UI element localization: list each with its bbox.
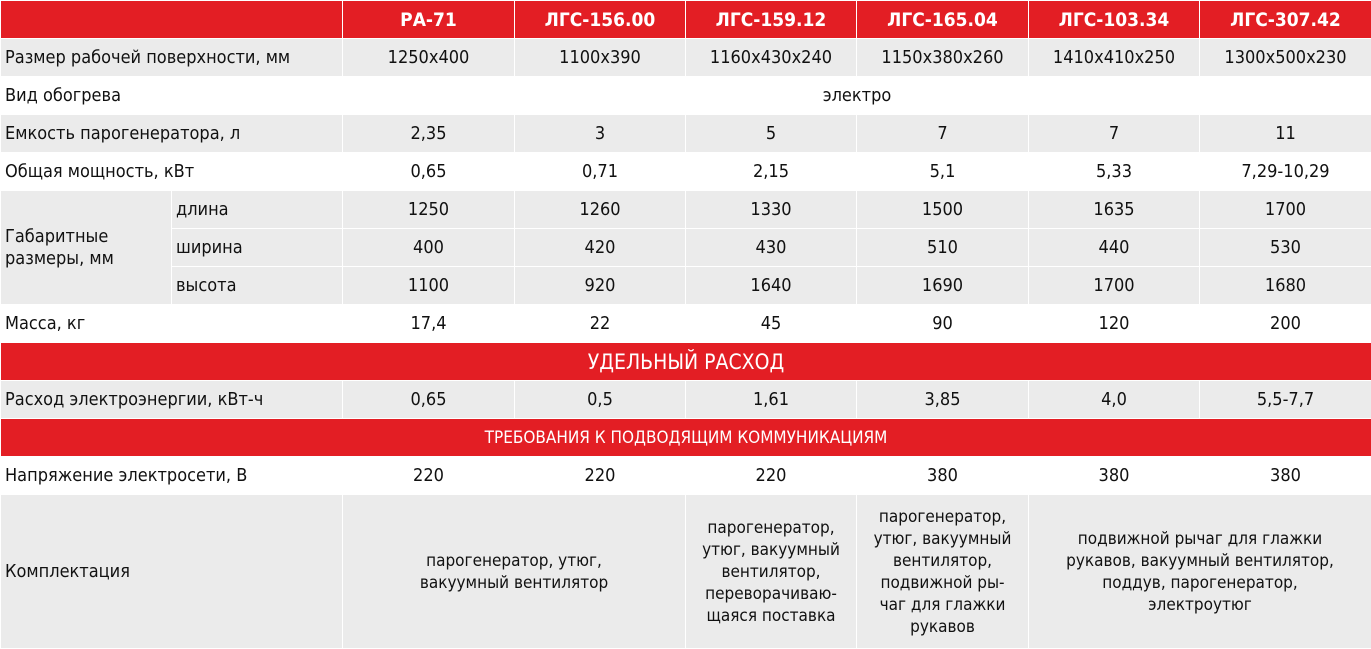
model-header: РА-71: [343, 1, 515, 39]
header-row: [1, 1, 1371, 39]
cell-value: 1700: [1200, 191, 1371, 229]
section-title: ТРЕБОВАНИЯ К ПОДВОДЯЩИМ КОММУНИКАЦИЯМ: [1, 419, 1371, 457]
row-label: Расход электроэнергии, кВт-ч: [1, 381, 343, 419]
kit-line: поддув, парогенератор,: [1033, 572, 1367, 594]
table-row-height: [1, 267, 1371, 305]
row-label: Размер рабочей поверхности, мм: [1, 39, 343, 77]
row-label: Общая мощность, кВт: [1, 153, 343, 191]
model-header: ЛГС-156.00: [515, 1, 686, 39]
cell-value: 220: [515, 457, 686, 495]
cell-value: 1330: [686, 191, 857, 229]
table-row-total-power: [1, 153, 1371, 191]
cell-value: 22: [515, 305, 686, 343]
cell-value: 45: [686, 305, 857, 343]
cell-value: 1300х500х230: [1200, 39, 1371, 77]
cell-value: 4,0: [1029, 381, 1200, 419]
cell-value: 440: [1029, 229, 1200, 267]
section-row-requirements: [1, 419, 1371, 457]
kit-cell-model3: [686, 495, 857, 649]
cell-value: 0,65: [343, 381, 515, 419]
cell-value: 2,15: [686, 153, 857, 191]
cell-value: 3: [515, 115, 686, 153]
kit-line: вентилятор,: [861, 550, 1024, 572]
cell-value: 1410х410х250: [1029, 39, 1200, 77]
cell-value: 90: [857, 305, 1029, 343]
table-row-steam-capacity: [1, 115, 1371, 153]
cell-value: 1635: [1029, 191, 1200, 229]
cell-value: 7: [1029, 115, 1200, 153]
kit-cell-model4: [857, 495, 1029, 649]
cell-value: 1260: [515, 191, 686, 229]
cell-value: 5,33: [1029, 153, 1200, 191]
cell-value: 200: [1200, 305, 1371, 343]
cell-value: 5,1: [857, 153, 1029, 191]
kit-line: вентилятор,: [690, 561, 852, 583]
model-header: ЛГС-103.34: [1029, 1, 1200, 39]
table-row-width: [1, 229, 1371, 267]
table-row-electricity: [1, 381, 1371, 419]
table-row-work-surface: [1, 39, 1371, 77]
kit-line: рукавов, вакуумный вентилятор,: [1033, 550, 1367, 572]
kit-line: парогенератор, утюг,: [347, 550, 681, 572]
cell-value: 530: [1200, 229, 1371, 267]
cell-value: 1,61: [686, 381, 857, 419]
cell-value: 380: [857, 457, 1029, 495]
cell-value: 17,4: [343, 305, 515, 343]
kit-line: чаг для глажки: [861, 594, 1024, 616]
cell-value: 1100х390: [515, 39, 686, 77]
cell-value: 5,5-7,7: [1200, 381, 1371, 419]
cell-value: электро: [343, 77, 1371, 115]
kit-line: парогенератор,: [690, 517, 852, 539]
cell-value: 420: [515, 229, 686, 267]
kit-line: утюг, вакуумный: [690, 539, 852, 561]
cell-value: 1500: [857, 191, 1029, 229]
cell-value: 11: [1200, 115, 1371, 153]
kit-line: утюг, вакуумный: [861, 528, 1024, 550]
row-label: Емкость парогенератора, л: [1, 115, 343, 153]
model-header: ЛГС-165.04: [857, 1, 1029, 39]
kit-line: рукавов: [861, 616, 1024, 638]
cell-value: 920: [515, 267, 686, 305]
section-row-consumption: [1, 343, 1371, 381]
cell-value: 220: [686, 457, 857, 495]
kit-cell-group3: [1029, 495, 1371, 649]
table-row-length: [1, 191, 1371, 229]
cell-value: 2,35: [343, 115, 515, 153]
cell-value: 380: [1200, 457, 1371, 495]
model-header: ЛГС-159.12: [686, 1, 857, 39]
cell-value: 1150х380х260: [857, 39, 1029, 77]
cell-value: 3,85: [857, 381, 1029, 419]
kit-line: электроутюг: [1033, 594, 1367, 616]
cell-value: 1250: [343, 191, 515, 229]
row-label: Вид обогрева: [1, 77, 343, 115]
kit-line: вакуумный вентилятор: [347, 572, 681, 594]
sub-label: ширина: [172, 229, 343, 267]
table-row-mass: [1, 305, 1371, 343]
cell-value: 1640: [686, 267, 857, 305]
row-label: Напряжение электросети, В: [1, 457, 343, 495]
cell-value: 7: [857, 115, 1029, 153]
cell-value: 1690: [857, 267, 1029, 305]
cell-value: 0,65: [343, 153, 515, 191]
cell-value: 1160х430х240: [686, 39, 857, 77]
kit-line: подвижной рычаг для глажки: [1033, 528, 1367, 550]
kit-line: переворачиваю-: [690, 583, 852, 605]
kit-line: парогенератор,: [861, 506, 1024, 528]
section-title: УДЕЛЬНЫЙ РАСХОД: [1, 343, 1371, 381]
cell-value: 1250х400: [343, 39, 515, 77]
cell-value: 1100: [343, 267, 515, 305]
cell-value: 380: [1029, 457, 1200, 495]
row-label: Масса, кг: [1, 305, 343, 343]
table-row-kit: [1, 495, 1371, 649]
cell-value: 1680: [1200, 267, 1371, 305]
cell-value: 220: [343, 457, 515, 495]
table-row-voltage: [1, 457, 1371, 495]
row-label-dimensions: Габаритные размеры, мм: [1, 191, 172, 305]
cell-value: 120: [1029, 305, 1200, 343]
cell-value: 1700: [1029, 267, 1200, 305]
sub-label: длина: [172, 191, 343, 229]
cell-value: 5: [686, 115, 857, 153]
cell-value: 0,5: [515, 381, 686, 419]
header-blank: [1, 1, 343, 39]
cell-value: 0,71: [515, 153, 686, 191]
model-header: ЛГС-307.42: [1200, 1, 1371, 39]
cell-value: 510: [857, 229, 1029, 267]
cell-value: 7,29-10,29: [1200, 153, 1371, 191]
sub-label: высота: [172, 267, 343, 305]
row-label: Комплектация: [1, 495, 343, 649]
cell-value: 430: [686, 229, 857, 267]
kit-line: щаяся поставка: [690, 605, 852, 627]
kit-cell-group1: [343, 495, 686, 649]
cell-value: 400: [343, 229, 515, 267]
table-row-heating: [1, 77, 1371, 115]
kit-line: подвижной ры-: [861, 572, 1024, 594]
